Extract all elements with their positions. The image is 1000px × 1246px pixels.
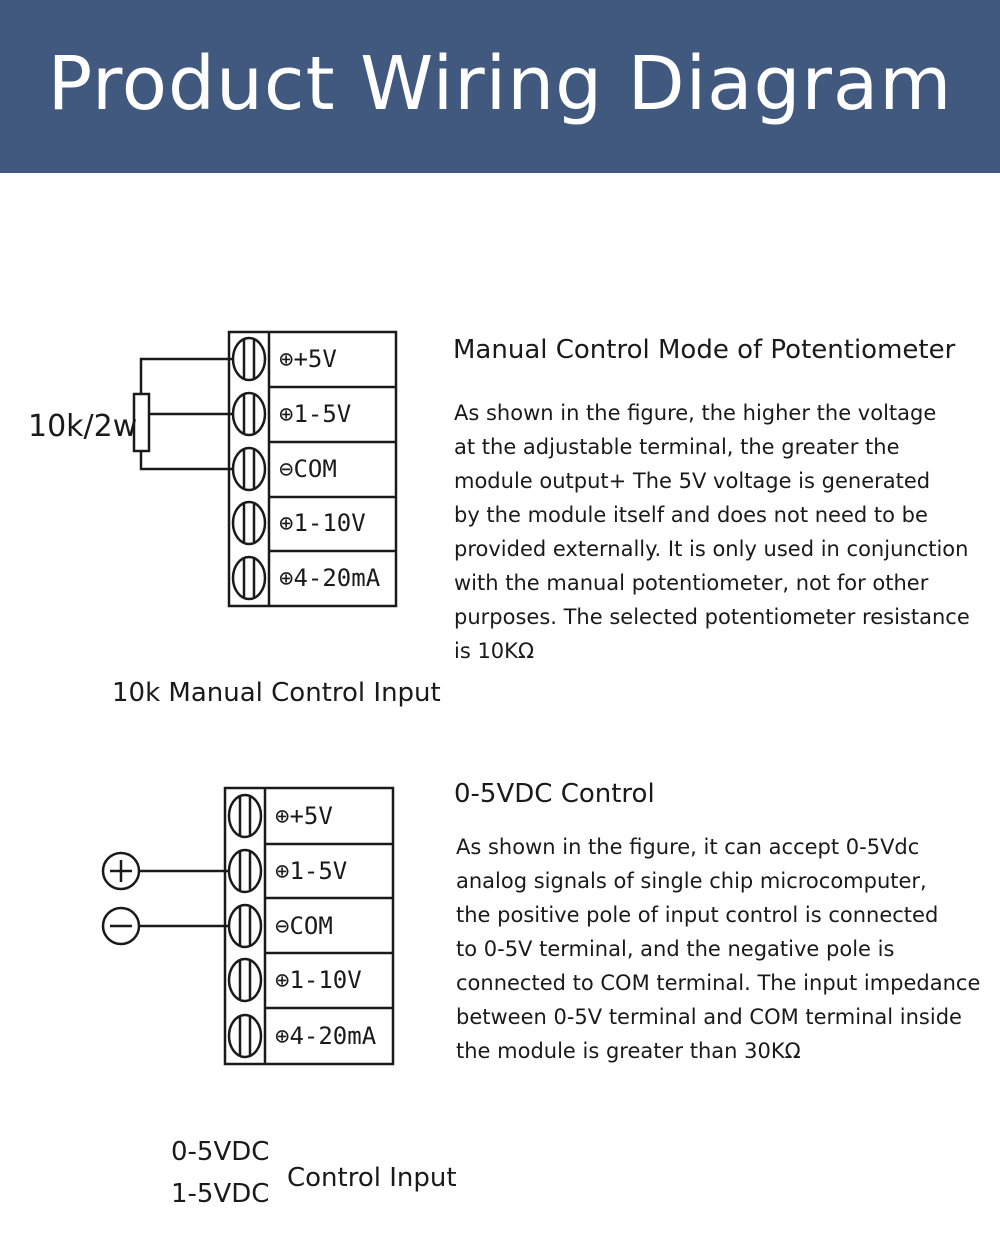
section2-description: As shown in the figure, it can accept 0-5Vdc analog signals of single chip microcomputer, the positive pole of input control is connected to 0-5V terminal, and the negative pole is connected to COM terminal. The input impedance between 0-5V terminal and COM terminal inside the module is greater than 30KΩ (456, 835, 981, 1063)
terminal-label: ⊖COM (279, 455, 337, 483)
section2-caption-line2: 1-5VDC (171, 1179, 270, 1209)
section1-caption: 10k Manual Control Input (112, 678, 441, 708)
signal-input-wiring (139, 871, 229, 926)
screw-icon (229, 1015, 261, 1057)
section1-description: As shown in the figure, the higher the voltage at the adjustable terminal, the greater the module output+ The 5V voltage is generated by the module itself and does not need to be provided externally. It is only used in conjunction with the manual potentiometer, not for other purposes. The selected potentiometer resistance is 10KΩ (454, 401, 970, 663)
terminal-label: ⊕4-20mA (279, 564, 381, 592)
negative-terminal-icon (103, 908, 139, 944)
terminal-label: ⊕4-20mA (275, 1022, 377, 1050)
screw-icon (229, 905, 261, 947)
potentiometer-wiring (134, 359, 233, 469)
terminal-label: ⊕1-10V (279, 509, 366, 537)
positive-terminal-icon (103, 853, 139, 889)
screw-icon (229, 795, 261, 837)
page-title: Product Wiring Diagram (47, 41, 953, 127)
terminal-label: ⊕1-5V (279, 400, 352, 428)
terminal-label: ⊕+5V (279, 345, 337, 373)
screw-icon (233, 448, 265, 490)
section1-title: Manual Control Mode of Potentiometer (453, 335, 956, 365)
screw-icon (233, 393, 265, 435)
screw-icon (233, 338, 265, 380)
resistor-label: 10k/2w (28, 409, 138, 444)
section2-title: 0-5VDC Control (454, 779, 655, 809)
terminal-label: ⊕1-10V (275, 966, 362, 994)
terminal-screws-2 (229, 795, 261, 1057)
screw-icon (233, 557, 265, 599)
screw-icon (229, 850, 261, 892)
terminal-label: ⊕+5V (275, 802, 333, 830)
screw-icon (229, 959, 261, 1001)
terminal-label: ⊖COM (275, 912, 333, 940)
terminal-label: ⊕1-5V (275, 857, 348, 885)
terminal-screws-1 (233, 338, 265, 599)
section2-caption-line1: 0-5VDC (171, 1137, 270, 1167)
section2-caption-right: Control Input (287, 1163, 457, 1193)
screw-icon (233, 502, 265, 544)
